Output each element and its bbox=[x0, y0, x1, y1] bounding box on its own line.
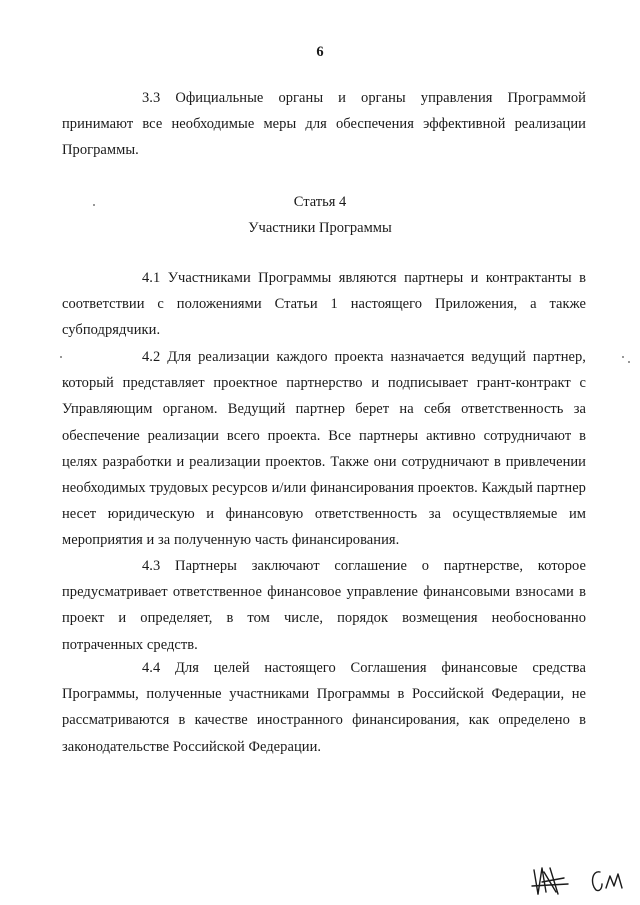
scan-speck bbox=[60, 356, 62, 358]
clause-4-2 bbox=[62, 344, 586, 554]
handwritten-initials-signature bbox=[528, 864, 574, 900]
clause-3-3 bbox=[62, 85, 586, 164]
clause-text: Для целей настоящего Соглашения финансовые средства Программы, полученные участниками Программы в Российской Федерации, не рассматриваются в качестве иностранного финансирования, как определено в законодательстве Российской Федерации. bbox=[62, 660, 586, 755]
scan-speck bbox=[628, 361, 630, 363]
clause-text: Партнеры заключают соглашение о партнерстве, которое предусматривает ответственное финансовое управление финансовыми взносами в проект и определяет, в том числе, порядок возмещения необоснованно потраченных средств. bbox=[62, 558, 586, 653]
clause-number: 4.3 bbox=[142, 558, 161, 574]
clause-number: 4.1 bbox=[142, 270, 161, 286]
clause-number: 4.4 bbox=[142, 660, 161, 676]
clause-4-4 bbox=[62, 655, 586, 760]
clause-text: Для реализации каждого проекта назначается ведущий партнер, который представляет проектное партнерство и подписывает грант-контракт с Управляющим органом. Ведущий партнер берет на себя ответственность за обеспечение реализации всего проекта. Все партнеры активно сотрудничают в целях разработки и реализации проектов. Также они сотрудничают в привлечении необходимых трудовых ресурсов и/или финансирования проектов. Каждый партнер несет юридическую и финансовую ответственность за осуществляемые им мероприятия и за полученную часть финансирования. bbox=[62, 349, 586, 549]
clause-number: 3.3 bbox=[142, 90, 161, 106]
clause-4-3 bbox=[62, 553, 586, 658]
scan-speck bbox=[622, 356, 624, 358]
clause-4-1 bbox=[62, 265, 586, 344]
clause-number: 4.2 bbox=[142, 349, 161, 365]
article-label: Статья 4 bbox=[293, 194, 347, 210]
clause-text: Официальные органы и органы управления Программой принимают все необходимые меры для обеспечения эффективной реализации Программы. bbox=[62, 90, 586, 159]
handwritten-initials-signature bbox=[588, 864, 628, 898]
article-title: Участники Программы bbox=[248, 220, 392, 236]
page-number: 6 bbox=[316, 44, 324, 60]
clause-text: Участниками Программы являются партнеры и контрактанты в соответствии с положениями Статьи 1 настоящего Приложения, а также субподрядчики. bbox=[62, 270, 586, 339]
scan-speck bbox=[93, 204, 95, 206]
